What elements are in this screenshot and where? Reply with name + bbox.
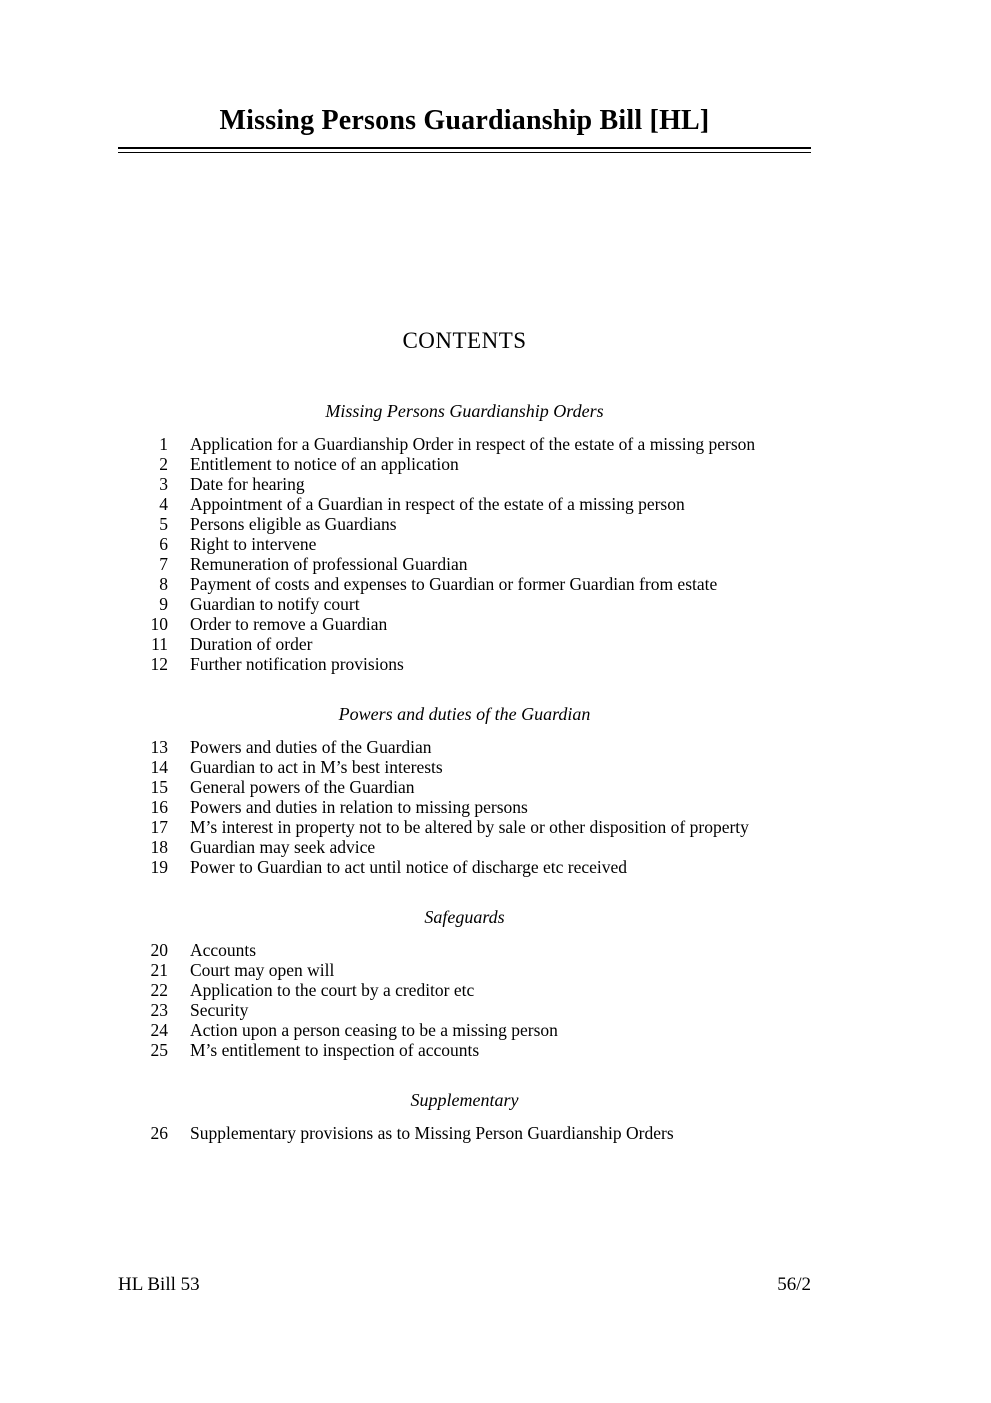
toc-item-text: Payment of costs and expenses to Guardian or former Guardian from estate [190,574,718,594]
contents-heading: CONTENTS [402,328,527,353]
toc-item [118,474,811,494]
toc-item-number: 7 [159,554,168,574]
section-heading: Missing Persons Guardianship Orders [325,401,604,421]
toc-item-number: 5 [159,514,168,534]
bill-header [118,104,811,153]
title-rule [118,147,811,153]
toc-item [118,1000,811,1020]
toc-item-text: Guardian may seek advice [190,837,376,857]
toc-item-number: 3 [159,474,168,494]
contents-section [118,1090,811,1143]
toc-item-text: Court may open will [190,960,335,980]
toc-item [118,757,811,777]
toc-item-number: 4 [159,494,168,514]
toc-item-number: 14 [150,757,168,777]
page-footer [118,1274,811,1296]
toc-item-text: M’s interest in property not to be altered by sale or other disposition of property [190,817,749,837]
toc-item-text: Application to the court by a creditor etc [190,980,475,1000]
toc-item [118,554,811,574]
toc-item-text: Powers and duties of the Guardian [190,737,432,757]
toc-item-number: 24 [150,1020,168,1040]
toc-item-number: 1 [159,434,168,454]
toc-item-text: Date for hearing [190,474,305,494]
toc-item [118,817,811,837]
contents-section [118,704,811,877]
toc-item [118,634,811,654]
toc-item-text: Further notification provisions [190,654,404,674]
toc-item [118,654,811,674]
toc-item-text: Accounts [190,940,257,960]
toc-item-text: Security [190,1000,249,1020]
toc-item [118,454,811,474]
toc-item-number: 22 [150,980,168,1000]
toc-item-number: 17 [150,817,168,837]
footer-session-number: 56/2 [777,1274,811,1295]
toc-item-text: Power to Guardian to act until notice of discharge etc received [190,857,628,877]
toc-item [118,514,811,534]
toc-item-text: M’s entitlement to inspection of accounts [190,1040,480,1060]
toc-item-text: Guardian to act in M’s best interests [190,757,443,777]
section-heading: Safeguards [424,907,505,927]
toc-item [118,1123,811,1143]
toc-item-number: 11 [151,634,168,654]
toc-item-number: 21 [150,960,168,980]
toc-item [118,940,811,960]
toc-item [118,574,811,594]
toc-item-number: 9 [159,594,168,614]
toc-item-text: Entitlement to notice of an application [190,454,459,474]
toc-item [118,1040,811,1060]
bill-title: Missing Persons Guardianship Bill [HL] [219,105,710,136]
table-of-contents [118,401,811,1143]
toc-item-number: 18 [150,837,168,857]
toc-item-text: Supplementary provisions as to Missing Person Guardianship Orders [190,1123,674,1143]
toc-item-number: 20 [150,940,168,960]
toc-item-text: Powers and duties in relation to missing persons [190,797,528,817]
footer-bill-number: HL Bill 53 [118,1274,200,1295]
toc-item-text: Right to intervene [190,534,317,554]
toc-item [118,494,811,514]
toc-item [118,777,811,797]
toc-item-number: 16 [150,797,168,817]
toc-item-number: 8 [159,574,168,594]
toc-item-text: Action upon a person ceasing to be a missing person [190,1020,558,1040]
toc-item-text: Order to remove a Guardian [190,614,388,634]
toc-item-text: Application for a Guardianship Order in respect of the estate of a missing person [190,434,756,454]
toc-item-number: 15 [150,777,168,797]
toc-item-number: 13 [150,737,168,757]
toc-item [118,837,811,857]
toc-item-text: General powers of the Guardian [190,777,415,797]
toc-item [118,594,811,614]
toc-item-text: Guardian to notify court [190,594,360,614]
toc-item-text: Duration of order [190,634,313,654]
toc-item [118,1020,811,1040]
toc-item [118,434,811,454]
section-heading: Supplementary [410,1090,519,1110]
toc-item [118,857,811,877]
toc-item [118,737,811,757]
section-heading: Powers and duties of the Guardian [338,704,591,724]
toc-item-number: 10 [150,614,168,634]
toc-item [118,534,811,554]
toc-item-number: 6 [159,534,168,554]
toc-item-number: 23 [150,1000,168,1020]
toc-item-number: 19 [150,857,168,877]
toc-item-text: Persons eligible as Guardians [190,514,397,534]
contents-section [118,907,811,1060]
toc-item [118,960,811,980]
toc-item-text: Appointment of a Guardian in respect of the estate of a missing person [190,494,685,514]
toc-item-number: 26 [150,1123,168,1143]
contents-section [118,401,811,674]
toc-item [118,614,811,634]
toc-item-number: 12 [150,654,168,674]
toc-item-text: Remuneration of professional Guardian [190,554,468,574]
toc-item-number: 2 [159,454,168,474]
toc-item [118,980,811,1000]
toc-item-number: 25 [150,1040,168,1060]
toc-item [118,797,811,817]
